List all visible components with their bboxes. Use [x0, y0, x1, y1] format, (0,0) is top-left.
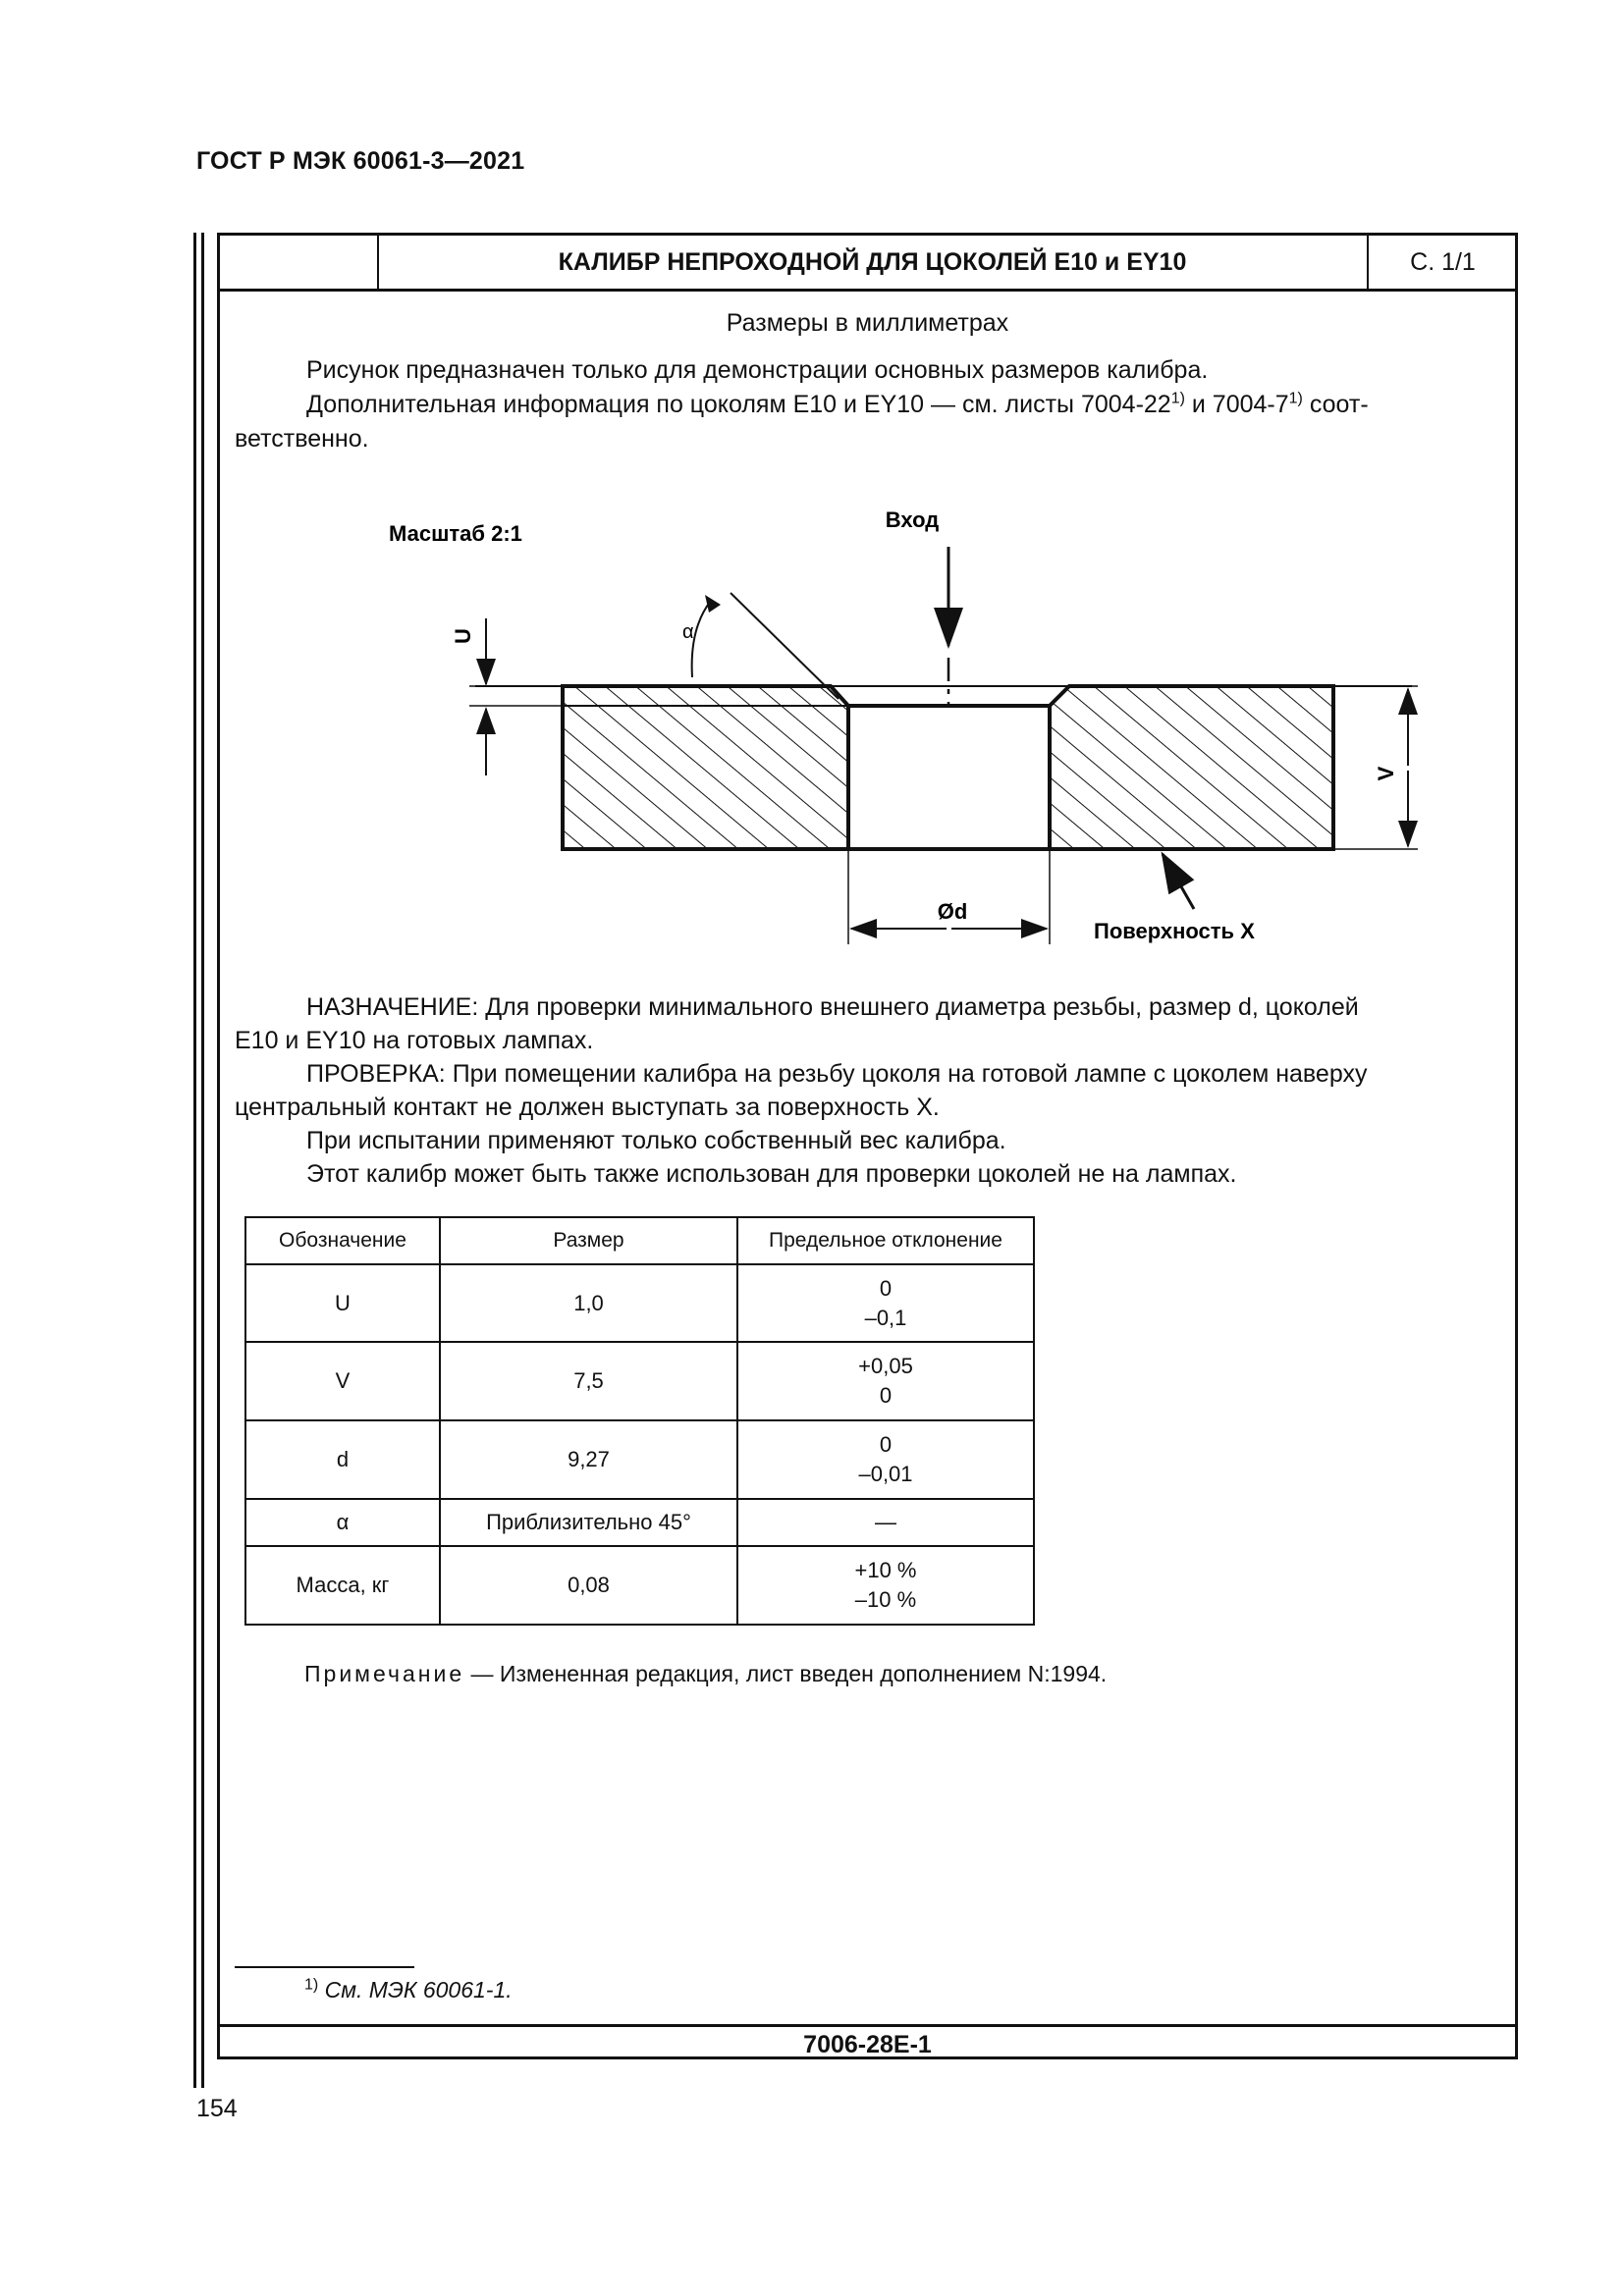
- size-cell: 7,5: [440, 1342, 737, 1420]
- symbol-cell: d: [245, 1420, 440, 1499]
- page-number: 154: [196, 2095, 238, 2122]
- intro-line-3: ветственно.: [235, 425, 369, 453]
- size-cell: 1,0: [440, 1264, 737, 1342]
- purpose-line-2: Е10 и EY10 на готовых лампах.: [235, 1027, 594, 1054]
- intro-line-1: Рисунок предназначен только для демонстрации основных размеров калибра.: [306, 356, 1209, 384]
- check-line-1: ПРОВЕРКА: При помещении калибра на резьбу цоколя на готовой лампе с цоколем наверху: [306, 1060, 1368, 1088]
- symbol-cell: α: [245, 1499, 440, 1546]
- table-row: [245, 1342, 1034, 1420]
- gauge-bore: [848, 706, 1050, 849]
- right-gauge-section: [1050, 686, 1333, 849]
- tolerance-cell: +0,05 0: [737, 1342, 1034, 1420]
- sheet-page-indicator: С. 1/1: [1367, 236, 1517, 289]
- alpha-label: α: [682, 621, 694, 643]
- column-header: Предельное отклонение: [737, 1217, 1034, 1264]
- footnote: $^{1)}$ См. МЭК 60061-1.: [304, 1976, 513, 2002]
- gauge-drawing: [220, 236, 1515, 982]
- check-line-2: центральный контакт не должен выступать за поверхность X.: [235, 1094, 940, 1121]
- document-header: ГОСТ Р МЭК 60061-3—2021: [196, 147, 525, 175]
- chamfer-line: [731, 593, 839, 699]
- tolerance-cell: +10 % –10 %: [737, 1546, 1034, 1625]
- d-label: Ød: [937, 899, 968, 924]
- dimensions-table: [244, 1216, 1035, 1626]
- units-note: Размеры в миллиметрах: [726, 309, 1009, 337]
- table-row: [245, 1420, 1034, 1499]
- sheet-code: 7006-28Е-1: [803, 2031, 932, 2058]
- column-header: Обозначение: [245, 1217, 440, 1264]
- size-cell: 0,08: [440, 1546, 737, 1625]
- standard-sheet: [217, 233, 1518, 2059]
- entry-label: Вход: [885, 507, 940, 532]
- usage-line: Этот калибр может быть также использован для проверки цоколей не на лампах.: [306, 1160, 1237, 1188]
- note-text: — Измененная редакция, лист введен дополнением N:1994.: [464, 1661, 1108, 1686]
- sheet-code-row: [220, 2024, 1515, 2062]
- margin-bar: [193, 233, 196, 2088]
- tolerance-cell: 0 –0,1: [737, 1264, 1034, 1342]
- surface-x-label: Поверхность X: [1094, 919, 1255, 943]
- weight-line: При испытании применяют только собственный вес калибра.: [306, 1127, 1006, 1154]
- tolerance-cell: 0 –0,01: [737, 1420, 1034, 1499]
- column-header: Размер: [440, 1217, 737, 1264]
- symbol-cell: U: [245, 1264, 440, 1342]
- table-row: [245, 1546, 1034, 1625]
- margin-bar: [201, 233, 204, 2088]
- table-row: [245, 1499, 1034, 1546]
- tolerance-cell: —: [737, 1499, 1034, 1546]
- purpose-line-1: НАЗНАЧЕНИЕ: Для проверки минимального внешнего диаметра резьбы, размер d, цоколей: [306, 993, 1359, 1021]
- note: [304, 1661, 1107, 1687]
- scale-label: Масштаб 2:1: [389, 521, 522, 546]
- u-label: U: [451, 628, 475, 644]
- left-gauge-section: [563, 686, 848, 849]
- note-label: Примечание: [304, 1661, 465, 1686]
- size-cell: 9,27: [440, 1420, 737, 1499]
- surface-x-arrow: [1163, 854, 1194, 909]
- sheet-title: КАЛИБР НЕПРОХОДНОЙ ДЛЯ ЦОКОЛЕЙ Е10 и EY10: [558, 248, 1187, 276]
- table-header-row: [245, 1217, 1034, 1264]
- footnote-rule: [235, 1966, 414, 1968]
- alpha-arc: [692, 601, 711, 677]
- v-label: V: [1374, 766, 1398, 781]
- table-row: [245, 1264, 1034, 1342]
- symbol-cell: Масса, кг: [245, 1546, 440, 1625]
- intro-line-2: Дополнительная информация по цоколям Е10 и EY10 — см. листы 7004-22$^{1)}$ и 7004-7$^{1)}$ соот-: [306, 390, 1369, 418]
- size-cell: Приблизительно 45°: [440, 1499, 737, 1546]
- symbol-cell: V: [245, 1342, 440, 1420]
- alpha-arrowhead: [705, 595, 721, 613]
